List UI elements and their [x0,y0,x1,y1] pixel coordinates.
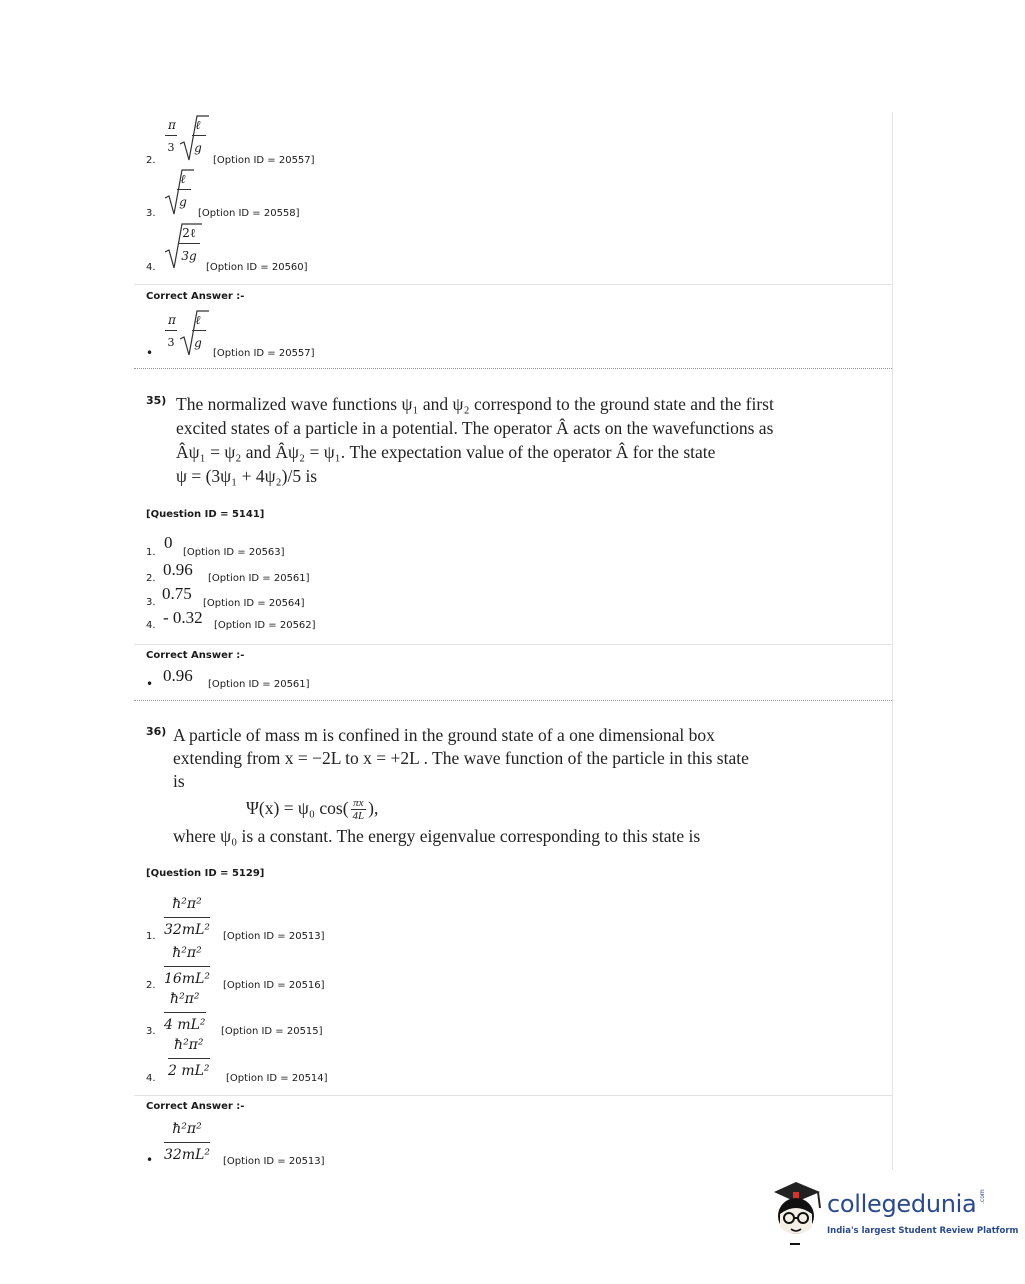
q36-option-4-denominator: 2 mL² [168,1063,210,1079]
brand-suffix: .com [979,1189,986,1204]
q34-answer-g: g [194,336,202,350]
q36-text-line-2: extending from x = −2L to x = +2L . The wave function of the particle in this state [173,748,749,768]
q34-correct-answer-label: Correct Answer :- [146,291,245,302]
q36-equation-fraction [351,797,367,822]
q35-answer-id: [Option ID = 20561] [208,679,310,690]
q35-option-4-value: - 0.32 [163,608,203,627]
q36-number: 36) [146,725,167,738]
q34-answer-three: 3 [167,336,175,349]
q36-option-3-denominator: 4 mL² [164,1017,206,1033]
q36-option-2-number: 2. [146,980,156,991]
q34-option-3-l: ℓ [180,172,186,186]
q36-option-3-id: [Option ID = 20515] [221,1026,323,1037]
q36-option-4-id: [Option ID = 20514] [226,1073,328,1084]
q35-text-line-1: The normalized wave functions ψ₁ and ψ₂ correspond to the ground state and the first [176,394,774,414]
q36-answer-fraction [164,1121,210,1163]
q34-option-2-three: 3 [167,141,175,154]
q35-number: 35) [146,394,167,407]
q35-text [176,392,876,488]
q35-option-4-id: [Option ID = 20562] [214,620,316,631]
q36-answer-denominator: 32mL² [164,1147,210,1163]
q35-answer-value: 0.96 [163,666,193,685]
q36-option-2-numerator: ħ²π² [172,945,202,961]
q36-option-4-number: 4. [146,1073,156,1084]
q36-option-4-fraction [168,1037,210,1079]
q36-text-line-3: is [173,771,185,791]
q35-answer-bullet: • [146,677,154,691]
q36-equation [246,796,378,823]
q34-answer-id: [Option ID = 20557] [213,348,315,359]
q34-option-3-number: 3. [146,208,156,219]
q35-option-1-number: 1. [146,547,156,558]
q36-correct-answer-label: Correct Answer :- [146,1101,245,1112]
q36-option-2-id: [Option ID = 20516] [223,980,325,991]
q34-option-2-l: ℓ [195,118,201,132]
q36-option-3-number: 3. [146,1026,156,1037]
q34-option-4-l: 2ℓ [182,226,196,240]
q35-option-1-id: [Option ID = 20563] [183,547,285,558]
q34-option-4-g: 3g [181,249,197,263]
q34-answer-bullet: • [146,346,154,360]
q35-option-3-id: [Option ID = 20564] [203,598,305,609]
q36-text-line-4: where ψ₀ is a constant. The energy eigenvalue corresponding to this state is [173,826,701,846]
q34-option-2-pi: π [168,118,176,132]
q36-answer-bullet: • [146,1153,154,1167]
q36-option-3-numerator: ħ²π² [170,991,200,1007]
q35-option-3-number: 3. [146,597,156,608]
q36-option-1-denominator: 32mL² [164,922,210,938]
brand-name: collegedunia [827,1190,977,1218]
q36-text [173,724,873,793]
q36-option-1-fraction [164,896,210,938]
q36-answer-numerator: ħ²π² [172,1121,202,1137]
q36-option-1-id: [Option ID = 20513] [223,931,325,942]
q35-option-2-id: [Option ID = 20561] [208,573,310,584]
q34-answer-l: ℓ [195,313,201,327]
q36-option-2-fraction [164,945,210,987]
q36-option-4-numerator: ħ²π² [174,1037,204,1053]
q35-option-4-number: 4. [146,620,156,631]
q34-option-4-id: [Option ID = 20560] [206,262,308,273]
q35-correct-answer-label: Correct Answer :- [146,650,245,661]
q35-option-1-value: 0 [164,533,173,552]
q35-text-line-2: excited states of a particle in a potential. The operator Â acts on the wavefunctions as [176,418,774,438]
q36-equation-right: ), [368,798,379,818]
brand-tagline: India's largest Student Review Platform [827,1226,1019,1236]
q36-answer-id: [Option ID = 20513] [223,1156,325,1167]
collegedunia-mascot-logo [766,1178,826,1248]
q35-option-2-value: 0.96 [163,560,193,579]
q36-option-1-numerator: ħ²π² [172,896,202,912]
q35-question-id: [Question ID = 5141] [146,509,265,520]
q34-option-3-id: [Option ID = 20558] [198,208,300,219]
q34-option-2-id: [Option ID = 20557] [213,155,315,166]
q36-option-3-fraction [164,991,206,1033]
q35-option-2-number: 2. [146,573,156,584]
q35-text-line-4: ψ = (3ψ₁ + 4ψ₂)/5 is [176,466,318,486]
q36-option-2-denominator: 16mL² [164,971,210,987]
q34-answer-pi: π [168,313,176,327]
q34-option-2-number: 2. [146,155,156,166]
q36-equation-denominator: 4L [352,810,365,823]
q36-equation-left: Ψ(x) = ψ₀ cos( [246,798,349,818]
q36-question-id: [Question ID = 5129] [146,868,265,879]
q34-option-3-g: g [179,195,187,209]
q34-option-4-number: 4. [146,262,156,273]
q35-text-line-3: Âψ₁ = ψ₂ and Âψ₂ = ψ₁. The expectation value of the operator Â for the state [176,442,716,462]
q36-text-line-1: A particle of mass m is confined in the ground state of a one dimensional box [173,725,715,745]
q36-option-1-number: 1. [146,931,156,942]
q36-equation-numerator: πx [353,797,364,810]
q35-option-3-value: 0.75 [162,584,192,603]
q34-option-2-g: g [194,141,202,155]
